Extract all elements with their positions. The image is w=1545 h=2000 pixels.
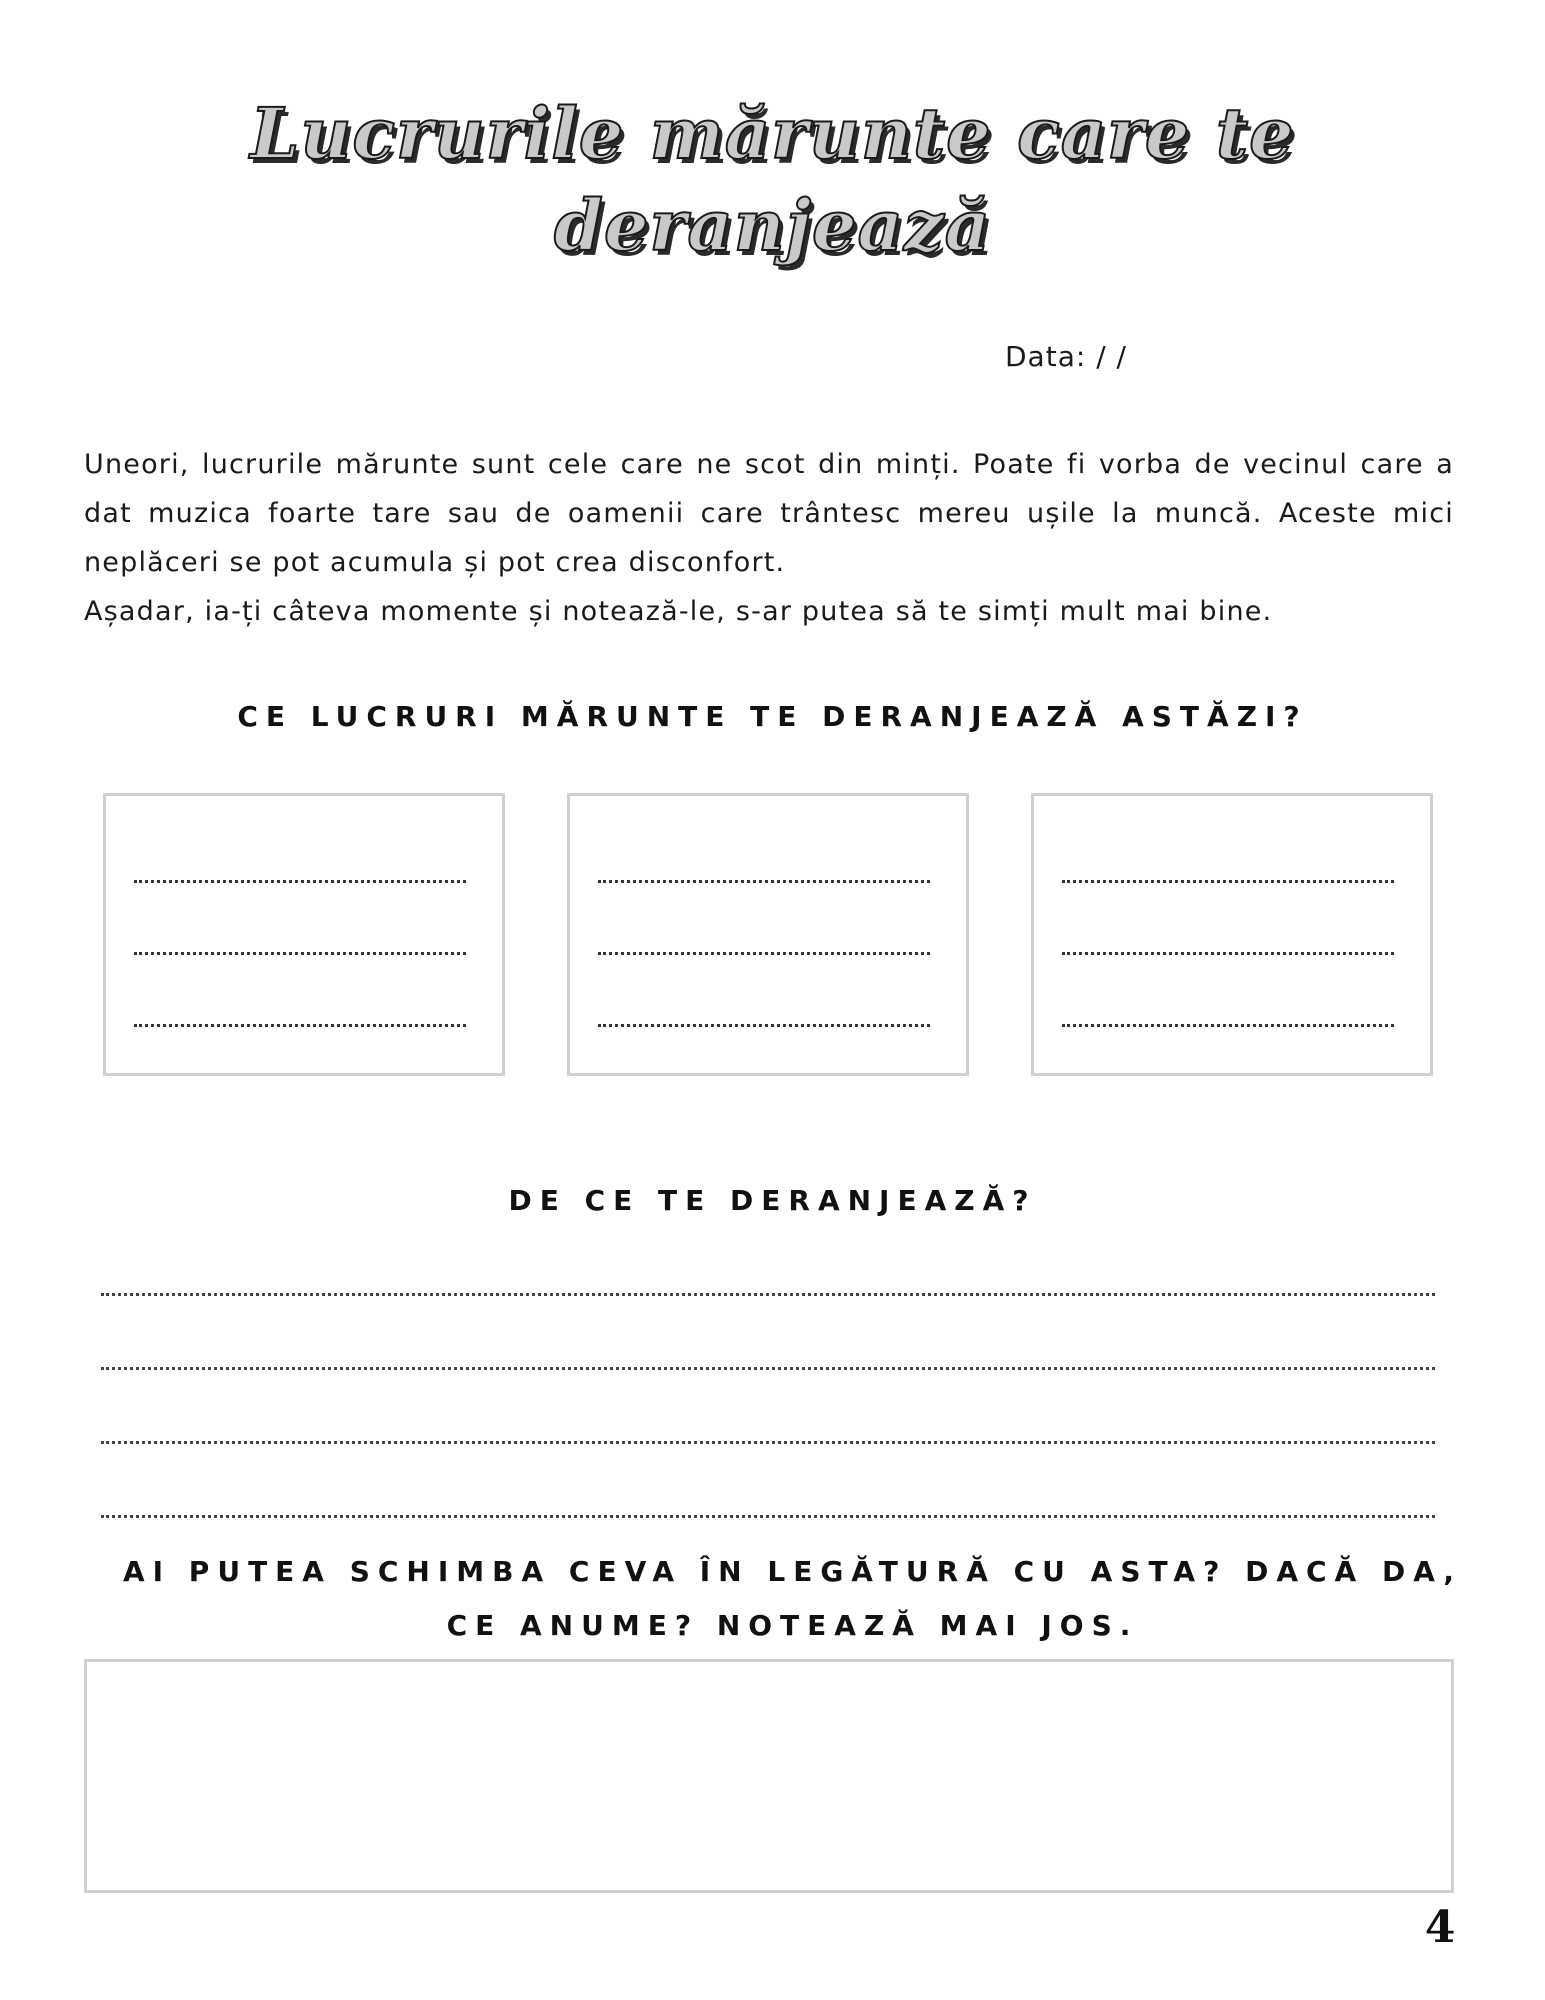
why-writing-line-4[interactable] <box>101 1515 1435 1518</box>
change-answer-box[interactable] <box>84 1659 1454 1893</box>
writing-line <box>1062 880 1394 883</box>
writing-line <box>598 952 930 955</box>
why-writing-line-2[interactable] <box>101 1367 1435 1370</box>
why-writing-line-1[interactable] <box>101 1293 1435 1296</box>
page-number: 4 <box>1424 1902 1456 1953</box>
intro-text <box>84 440 1454 636</box>
writing-line <box>134 880 466 883</box>
writing-line <box>1062 1024 1394 1027</box>
writing-line <box>134 952 466 955</box>
writing-line <box>598 880 930 883</box>
date-field-label: Data: / / <box>1005 340 1127 373</box>
question-small-things-heading: CE LUCRURI MĂRUNTE TE DERANJEAZĂ ASTĂZI? <box>237 700 1308 733</box>
answer-box-2[interactable] <box>567 793 969 1076</box>
answer-box-3[interactable] <box>1031 793 1433 1076</box>
intro-paragraph-1: Uneori, lucrurile mărunte sunt cele care ne scot din minți. Poate fi vorba de vecinul care a dat muzica foarte tare sau de oamenii care trântesc mereu ușile la muncă. Aceste mici neplăceri se pot acumula și pot crea disconfort. <box>84 449 1454 578</box>
why-writing-line-3[interactable] <box>101 1441 1435 1444</box>
question-change-heading: AI PUTEA SCHIMBA CEVA ÎN LEGĂTURĂ CU ASTA? DACĂ DA, CE ANUME? NOTEAZĂ MAI JOS. <box>122 1555 1463 1642</box>
question-why-heading: DE CE TE DERANJEAZĂ? <box>508 1184 1037 1217</box>
title-line-2: deranjează <box>554 184 991 267</box>
writing-line <box>1062 952 1394 955</box>
writing-line <box>134 1024 466 1027</box>
answer-box-1[interactable] <box>103 793 505 1076</box>
writing-line <box>598 1024 930 1027</box>
title-line-1: Lucrurile mărunte care te <box>250 92 1295 175</box>
page-title <box>200 88 1345 272</box>
intro-paragraph-2: Așadar, ia-ți câteva momente și notează-le, s-ar putea să te simți mult mai bine. <box>84 596 1273 627</box>
